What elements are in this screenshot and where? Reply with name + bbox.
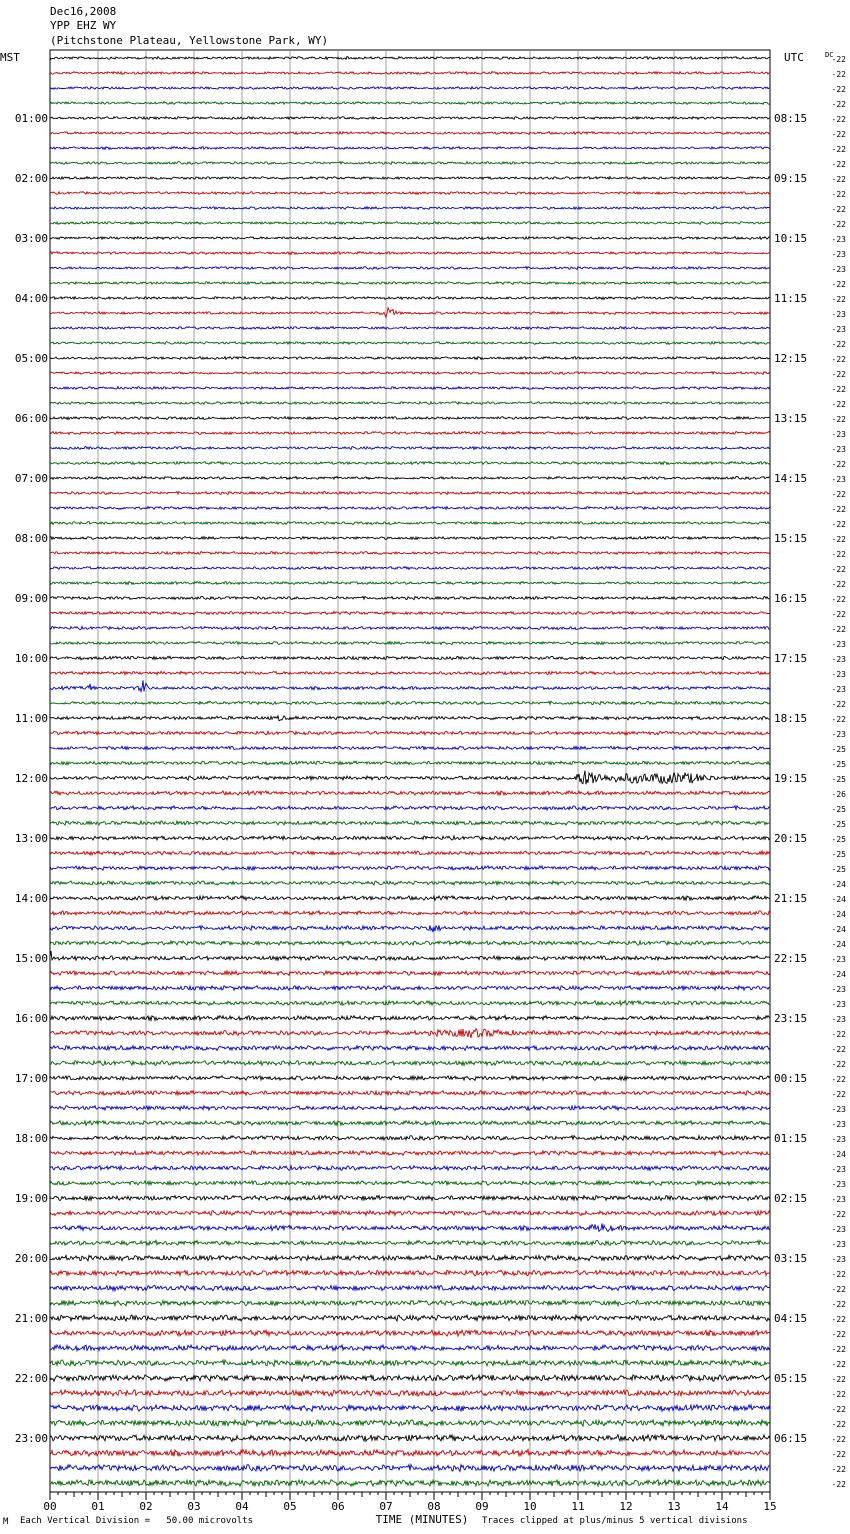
seismic-trace (50, 537, 770, 540)
station-code: YPP EHZ WY (50, 19, 117, 32)
dc-offset-label: -23 (831, 250, 846, 259)
dc-offset-label: -22 (831, 700, 846, 709)
hour-label-utc: 10:15 (774, 232, 808, 245)
dc-offset-label: -23 (831, 1225, 846, 1234)
hour-label-utc: 02:15 (774, 1192, 808, 1205)
hour-label-mst: 02:00 (14, 172, 48, 185)
seismic-trace (50, 1300, 770, 1306)
seismic-trace (50, 746, 770, 750)
seismic-trace (50, 162, 770, 165)
seismic-trace (50, 1061, 770, 1066)
dc-offset-label: -22 (831, 160, 846, 169)
hour-label-mst: 05:00 (14, 352, 48, 365)
dc-offset-label: -23 (831, 1120, 846, 1129)
dc-offset-label: -23 (831, 235, 846, 244)
hour-label-utc: 06:15 (774, 1432, 808, 1445)
hour-label-mst: 19:00 (14, 1192, 48, 1205)
dc-offset-label: -26 (831, 790, 846, 799)
dc-offset-label: -22 (831, 70, 846, 79)
seismic-trace (50, 656, 770, 659)
hour-label-mst: 21:00 (14, 1312, 48, 1325)
seismic-trace (50, 252, 770, 255)
dc-offset-label: -22 (831, 1060, 846, 1069)
hour-label-mst: 03:00 (14, 232, 48, 245)
dc-offset-label: -23 (831, 1135, 846, 1144)
seismic-trace (50, 866, 770, 870)
dc-offset-label: -22 (831, 85, 846, 94)
seismic-trace (50, 1330, 770, 1336)
dc-offset-label: -25 (831, 850, 846, 859)
dc-offset-label: -22 (831, 100, 846, 109)
hour-label-utc: 04:15 (774, 1312, 808, 1325)
dc-offset-label: -22 (831, 550, 846, 559)
seismic-trace (50, 1091, 770, 1096)
seismic-trace (50, 1136, 770, 1141)
seismic-trace (50, 57, 770, 60)
dc-offset-label: -22 (831, 1375, 846, 1384)
dc-offset-label: -24 (831, 910, 846, 919)
seismic-trace (50, 596, 770, 599)
hour-label-utc: 00:15 (774, 1072, 808, 1085)
dc-offset-label: -23 (831, 1015, 846, 1024)
dc-offset-label: -24 (831, 970, 846, 979)
hour-label-utc: 19:15 (774, 772, 808, 785)
hour-label-mst: 22:00 (14, 1372, 48, 1385)
dc-offset-label: -23 (831, 985, 846, 994)
dc-offset-label: -22 (831, 1075, 846, 1084)
hour-label-mst: 11:00 (14, 712, 48, 725)
dc-offset-label: -22 (831, 625, 846, 634)
dc-offset-label: -22 (831, 490, 846, 499)
seismic-trace (50, 1121, 770, 1126)
dc-offset-label: -22 (831, 1300, 846, 1309)
x-axis-label: TIME (MINUTES) (375, 1513, 469, 1526)
dc-offset-label: -22 (831, 1420, 846, 1429)
hour-label-mst: 09:00 (14, 592, 48, 605)
seismic-trace (50, 87, 770, 90)
seismic-trace (50, 222, 770, 225)
hour-label-utc: 14:15 (774, 472, 808, 485)
x-tick-label: 05 (283, 1500, 297, 1513)
seismic-trace (50, 432, 770, 435)
seismic-trace (50, 642, 770, 645)
seismic-trace (50, 821, 770, 825)
dc-offset-label: -22 (831, 610, 846, 619)
dc-offset-label: -22 (831, 385, 846, 394)
dc-offset-label: -23 (831, 1195, 846, 1204)
dc-offset-label: -22 (831, 295, 846, 304)
right-timezone-label: UTC (784, 51, 804, 64)
seismic-trace (50, 72, 770, 75)
hour-label-mst: 01:00 (14, 112, 48, 125)
x-tick-label: 13 (667, 1500, 681, 1513)
x-tick-label: 01 (91, 1500, 105, 1513)
hour-label-utc: 12:15 (774, 352, 808, 365)
seismic-trace (50, 308, 770, 318)
dc-offset-label: -23 (831, 1180, 846, 1189)
x-tick-label: 10 (523, 1500, 537, 1513)
x-tick-label: 12 (619, 1500, 633, 1513)
corner-mark: M (3, 1517, 9, 1527)
hour-label-utc: 13:15 (774, 412, 808, 425)
seismic-trace (50, 1211, 770, 1216)
dc-offset-label: -23 (831, 265, 846, 274)
seismic-trace (50, 806, 770, 810)
seismic-trace (50, 1420, 770, 1426)
left-timezone-label: MST (0, 51, 20, 64)
hour-label-utc: 08:15 (774, 112, 808, 125)
x-tick-label: 07 (379, 1500, 393, 1513)
seismic-trace (50, 881, 770, 885)
x-tick-label: 03 (187, 1500, 201, 1513)
seismic-trace (50, 567, 770, 570)
seismic-trace (50, 1255, 770, 1261)
seismic-trace (50, 237, 770, 240)
seismic-trace (50, 1106, 770, 1111)
dc-offset-label: -23 (831, 430, 846, 439)
hour-label-mst: 20:00 (14, 1252, 48, 1265)
dc-offset-label: -22 (831, 1090, 846, 1099)
hour-label-mst: 04:00 (14, 292, 48, 305)
dc-offset-label: -22 (831, 355, 846, 364)
x-tick-label: 06 (331, 1500, 345, 1513)
seismic-trace (50, 716, 770, 721)
seismic-trace (50, 1001, 770, 1006)
seismic-trace (50, 731, 770, 735)
seismic-trace (50, 1196, 770, 1201)
hour-label-mst: 06:00 (14, 412, 48, 425)
plot-frame (50, 50, 770, 1492)
hour-label-mst: 15:00 (14, 952, 48, 965)
seismic-trace (50, 297, 770, 300)
seismic-trace (50, 1046, 770, 1051)
dc-offset-label: -25 (831, 865, 846, 874)
dc-offset-label: -22 (831, 190, 846, 199)
hour-label-utc: 05:15 (774, 1372, 808, 1385)
seismic-trace (50, 282, 770, 285)
seismic-trace (50, 102, 770, 105)
seismic-trace (50, 925, 770, 932)
dc-header-label: DC (825, 51, 834, 59)
hour-label-utc: 16:15 (774, 592, 808, 605)
dc-offset-label: -22 (831, 535, 846, 544)
dc-offset-label: -22 (831, 580, 846, 589)
seismic-trace (50, 680, 770, 691)
dc-offset-label: -22 (831, 145, 846, 154)
x-tick-label: 08 (427, 1500, 441, 1513)
clip-note: Traces clipped at plus/minus 5 vertical divisions (482, 1516, 748, 1526)
dc-offset-label: -23 (831, 640, 846, 649)
scale-note: Each Vertical Division = 50.00 microvolts (20, 1516, 253, 1526)
seismic-trace (50, 896, 770, 901)
seismic-trace (50, 1240, 770, 1245)
x-tick-label: 14 (715, 1500, 729, 1513)
dc-offset-label: -22 (831, 565, 846, 574)
hour-label-utc: 22:15 (774, 952, 808, 965)
seismic-trace (50, 147, 770, 150)
seismic-trace (50, 1285, 770, 1290)
seismic-trace (50, 1435, 770, 1442)
hour-label-utc: 20:15 (774, 832, 808, 845)
dc-offset-label: -24 (831, 1150, 846, 1159)
dc-offset-label: -22 (831, 1210, 846, 1219)
dc-offset-label: -22 (831, 55, 846, 64)
x-tick-label: 00 (43, 1500, 57, 1513)
hour-label-mst: 10:00 (14, 652, 48, 665)
hour-label-mst: 17:00 (14, 1072, 48, 1085)
seismic-trace (50, 1029, 770, 1038)
dc-offset-label: -22 (831, 1345, 846, 1354)
seismic-trace (50, 342, 770, 345)
plot-date: Dec16,2008 (50, 5, 117, 18)
seismic-trace (50, 267, 770, 270)
seismic-trace (50, 402, 770, 405)
seismic-trace (50, 1375, 770, 1381)
dc-offset-label: -23 (831, 475, 846, 484)
seismic-trace (50, 761, 770, 765)
seismic-trace (50, 417, 770, 420)
hour-label-mst: 14:00 (14, 892, 48, 905)
dc-offset-label: -23 (831, 1165, 846, 1174)
hour-label-mst: 12:00 (14, 772, 48, 785)
dc-offset-label: -22 (831, 1270, 846, 1279)
dc-offset-label: -23 (831, 955, 846, 964)
seismic-trace (50, 911, 770, 915)
seismic-trace (50, 1166, 770, 1171)
hour-label-mst: 18:00 (14, 1132, 48, 1145)
seismic-trace (50, 851, 770, 855)
seismic-trace (50, 1390, 770, 1396)
dc-offset-label: -22 (831, 205, 846, 214)
dc-offset-label: -23 (831, 1000, 846, 1009)
seismic-trace (50, 1181, 770, 1186)
dc-offset-label: -22 (831, 340, 846, 349)
seismic-trace (50, 1405, 770, 1412)
dc-offset-label: -25 (831, 805, 846, 814)
dc-offset-label: -22 (831, 505, 846, 514)
dc-offset-label: -23 (831, 445, 846, 454)
dc-offset-label: -23 (831, 670, 846, 679)
seismic-trace (50, 1016, 770, 1021)
dc-offset-label: -22 (831, 415, 846, 424)
seismic-trace (50, 626, 770, 629)
seismic-trace (50, 507, 770, 510)
hour-label-utc: 21:15 (774, 892, 808, 905)
dc-offset-label: -25 (831, 745, 846, 754)
seismic-trace (50, 836, 770, 840)
hour-label-mst: 08:00 (14, 532, 48, 545)
hour-label-utc: 09:15 (774, 172, 808, 185)
hour-label-mst: 13:00 (14, 832, 48, 845)
hour-label-mst: 07:00 (14, 472, 48, 485)
seismic-trace (50, 1076, 770, 1081)
x-tick-label: 09 (475, 1500, 489, 1513)
seismic-trace (50, 1450, 770, 1457)
seismic-trace (50, 177, 770, 180)
dc-offset-label: -23 (831, 685, 846, 694)
seismic-trace (50, 477, 770, 480)
dc-offset-label: -23 (831, 1255, 846, 1264)
dc-offset-label: -24 (831, 880, 846, 889)
dc-offset-label: -22 (831, 1465, 846, 1474)
seismic-trace (50, 1480, 770, 1487)
dc-offset-label: -22 (831, 1450, 846, 1459)
dc-offset-label: -24 (831, 940, 846, 949)
dc-offset-label: -23 (831, 1105, 846, 1114)
dc-offset-label: -23 (831, 325, 846, 334)
seismic-trace (50, 1465, 770, 1472)
dc-offset-label: -22 (831, 280, 846, 289)
seismic-trace (50, 447, 770, 450)
hour-label-mst: 16:00 (14, 1012, 48, 1025)
dc-offset-label: -25 (831, 775, 846, 784)
seismic-trace (50, 132, 770, 135)
seismic-trace (50, 1315, 770, 1321)
seismic-trace (50, 671, 770, 674)
dc-offset-label: -22 (831, 1405, 846, 1414)
seismic-trace (50, 327, 770, 330)
x-tick-label: 15 (763, 1500, 777, 1513)
dc-offset-label: -22 (831, 220, 846, 229)
seismic-trace (50, 192, 770, 195)
seismic-trace (50, 492, 770, 495)
dc-offset-label: -22 (831, 400, 846, 409)
dc-offset-label: -22 (831, 595, 846, 604)
dc-offset-label: -22 (831, 1390, 846, 1399)
seismic-trace (50, 582, 770, 585)
hour-label-utc: 15:15 (774, 532, 808, 545)
seismic-trace (50, 611, 770, 614)
dc-offset-label: -25 (831, 760, 846, 769)
seismic-trace (50, 986, 770, 991)
x-tick-label: 04 (235, 1500, 249, 1513)
seismic-trace (50, 387, 770, 390)
dc-offset-label: -24 (831, 925, 846, 934)
hour-label-utc: 03:15 (774, 1252, 808, 1265)
dc-offset-label: -23 (831, 655, 846, 664)
hour-label-utc: 23:15 (774, 1012, 808, 1025)
station-location: (Pitchstone Plateau, Yellowstone Park, WY) (50, 34, 329, 47)
dc-offset-label: -22 (831, 520, 846, 529)
seismic-trace (50, 1360, 770, 1366)
dc-offset-label: -22 (831, 1435, 846, 1444)
dc-offset-label: -22 (831, 1045, 846, 1054)
seismic-trace (50, 1270, 770, 1276)
dc-offset-label: -22 (831, 115, 846, 124)
hour-label-utc: 18:15 (774, 712, 808, 725)
dc-offset-label: -22 (831, 1360, 846, 1369)
dc-offset-label: -23 (831, 310, 846, 319)
seismic-trace (50, 1223, 770, 1231)
seismic-trace (50, 791, 770, 795)
dc-offset-label: -24 (831, 895, 846, 904)
seismic-trace (50, 357, 770, 360)
seismic-trace (50, 462, 770, 465)
seismic-trace (50, 552, 770, 555)
dc-offset-label: -25 (831, 820, 846, 829)
dc-offset-label: -25 (831, 835, 846, 844)
seismic-trace (50, 971, 770, 976)
seismic-trace (50, 771, 770, 785)
seismic-trace (50, 117, 770, 120)
hour-label-utc: 17:15 (774, 652, 808, 665)
seismic-trace (50, 1151, 770, 1156)
seismic-trace (50, 522, 770, 525)
dc-offset-label: -22 (831, 1480, 846, 1489)
seismic-trace (50, 951, 770, 960)
dc-offset-label: -22 (831, 370, 846, 379)
dc-offset-label: -22 (831, 1285, 846, 1294)
dc-offset-label: -22 (831, 175, 846, 184)
dc-offset-label: -22 (831, 1030, 846, 1039)
dc-offset-label: -23 (831, 1240, 846, 1249)
seismic-trace (50, 1345, 770, 1351)
x-tick-label: 02 (139, 1500, 153, 1513)
seismic-trace (50, 941, 770, 945)
dc-offset-label: -22 (831, 1315, 846, 1324)
dc-offset-label: -22 (831, 1330, 846, 1339)
seismic-trace (50, 207, 770, 210)
hour-label-utc: 11:15 (774, 292, 808, 305)
seismic-trace (50, 372, 770, 375)
seismic-trace (50, 701, 770, 705)
hour-label-mst: 23:00 (14, 1432, 48, 1445)
dc-offset-label: -22 (831, 715, 846, 724)
hour-label-utc: 01:15 (774, 1132, 808, 1145)
dc-offset-label: -22 (831, 460, 846, 469)
dc-offset-label: -22 (831, 130, 846, 139)
x-tick-label: 11 (571, 1500, 585, 1513)
dc-offset-label: -23 (831, 730, 846, 739)
